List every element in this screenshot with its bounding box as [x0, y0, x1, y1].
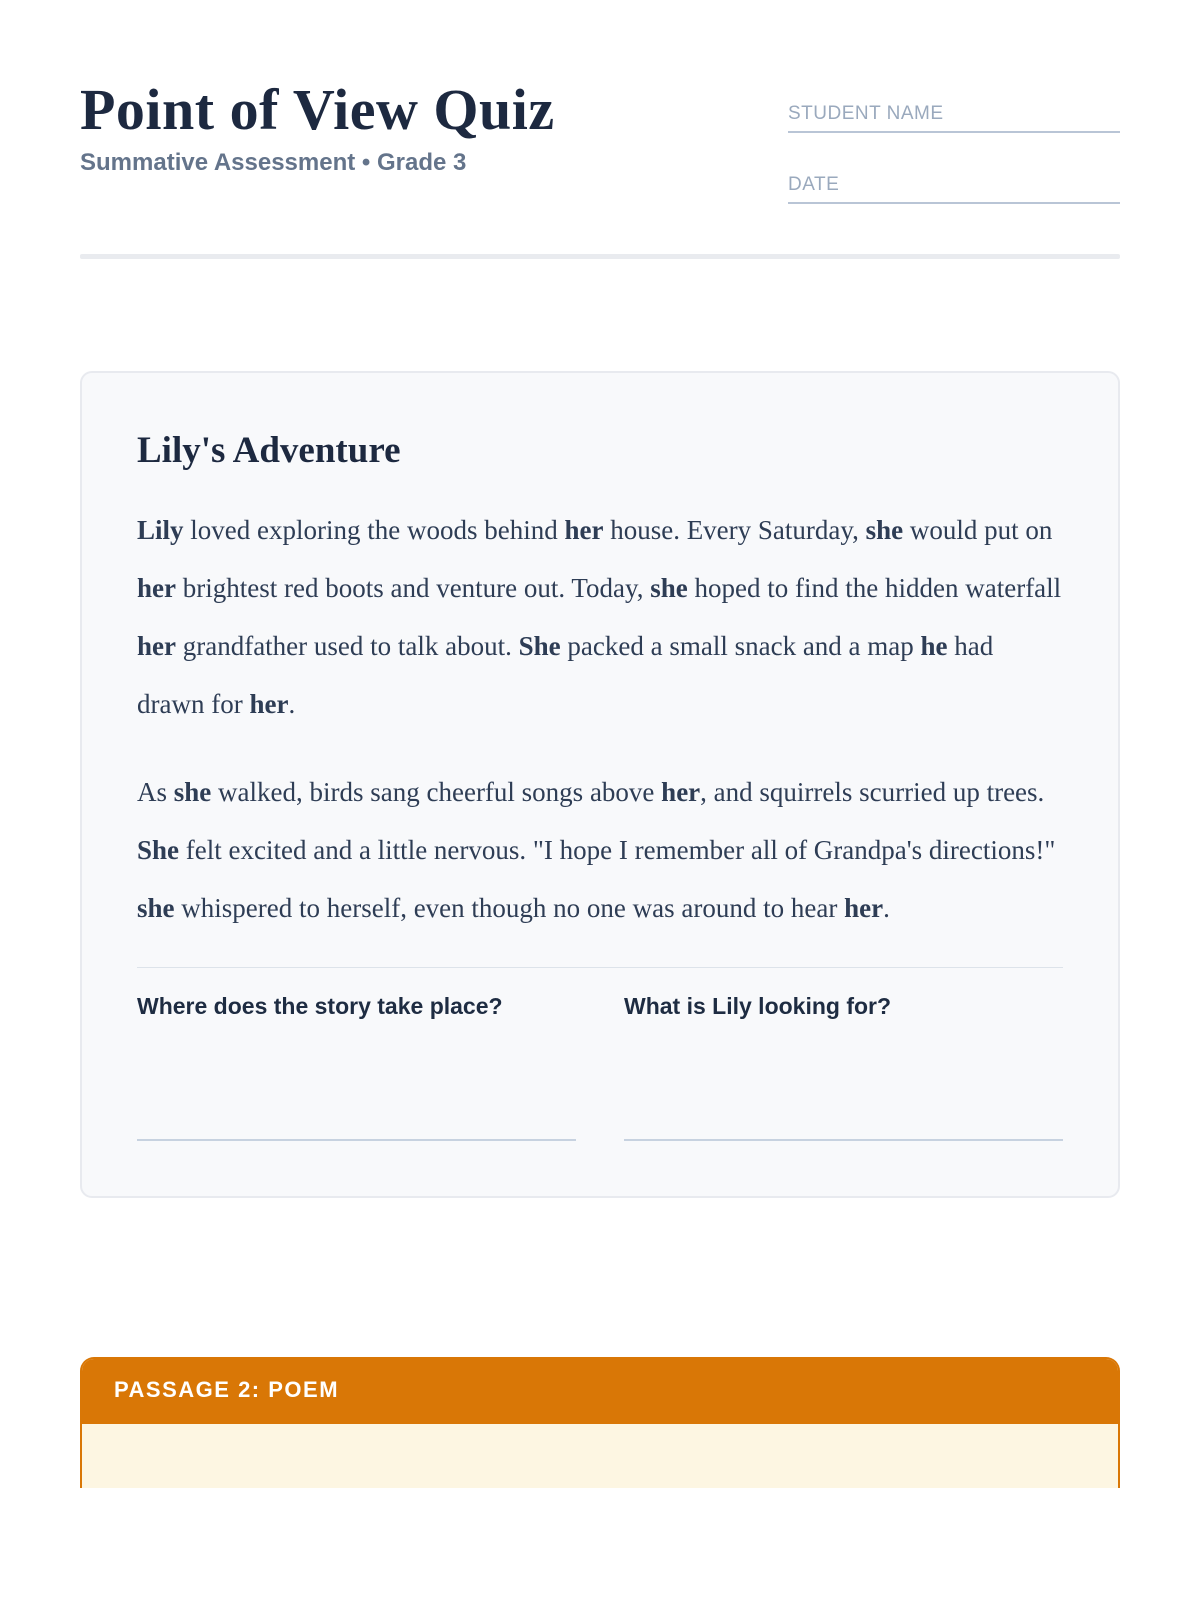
passage1-paragraph-1: Lily loved exploring the woods behind her house. Every Saturday, she would put on her brightest red boots and venture out. Today, she hoped to find the hidden waterfall her grandfather used to talk about. She packed a small snack and a map he had drawn for her.	[137, 515, 1062, 720]
header	[80, 78, 1120, 204]
date-label: DATE	[788, 174, 840, 195]
student-name-field[interactable]	[788, 103, 1120, 133]
page-title: Point of View Quiz	[80, 77, 555, 142]
question-label: Where does the story take place?	[137, 993, 503, 1020]
passage2-header	[82, 1359, 1118, 1423]
passage2-body	[82, 1424, 1118, 1488]
title-block	[80, 78, 555, 177]
answer-line[interactable]	[137, 1139, 576, 1141]
question-block-1	[137, 992, 576, 1141]
passage1-title: Lily's Adventure	[137, 430, 401, 471]
header-divider	[80, 254, 1120, 259]
page-subtitle: Summative Assessment • Grade 3	[80, 148, 467, 176]
answer-line[interactable]	[624, 1139, 1063, 1141]
passage2-card	[80, 1357, 1120, 1487]
passage1-paragraph-2: As she walked, birds sang cheerful songs above her, and squirrels scurried up trees. She felt excited and a little nervous. "I hope I remember all of Grandpa's directions!" she whispered to herself, even though no one was around to hear her.	[137, 777, 1056, 924]
student-name-label: STUDENT NAME	[788, 103, 944, 124]
questions-divider	[137, 967, 1063, 968]
header-fields	[788, 78, 1120, 204]
question-block-2	[624, 992, 1063, 1141]
passage2-header-label: PASSAGE 2: POEM	[114, 1377, 340, 1403]
date-field[interactable]	[788, 174, 1120, 204]
question-label: What is Lily looking for?	[624, 993, 892, 1020]
questions-row	[137, 992, 1063, 1141]
passage1-card	[80, 371, 1120, 1198]
